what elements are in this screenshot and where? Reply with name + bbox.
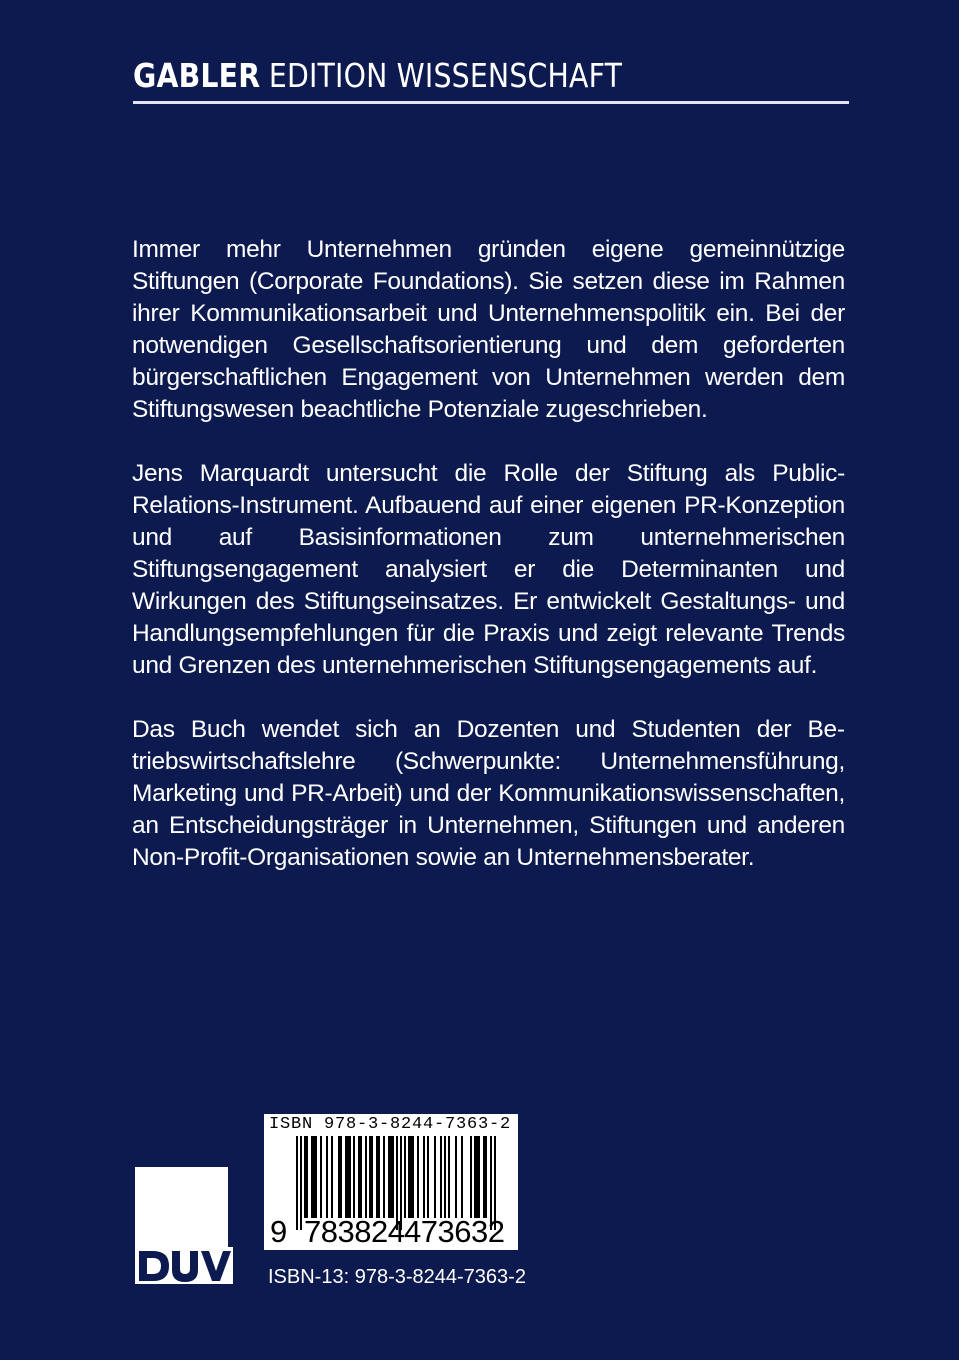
duv-logo <box>135 1167 233 1284</box>
series-title <box>133 56 622 96</box>
isbn-barcode <box>264 1114 518 1250</box>
barcode-right-digits: 473632 <box>404 1214 505 1249</box>
blurb-paragraph-3: Das Buch wendet sich an Dozenten und Studenten der Betriebswirtschaftslehre (Schwerpunkte: Unternehmensführung, Marketing und PR-Arbeit) und der Kommunikationswissenschaften, an Entscheidungsträger in Unternehmen, Stiftungen und anderen Non-Profit-Organisationen sowie an Unternehmensberater. <box>132 716 845 871</box>
barcode-isbn-label: ISBN 978-3-8244-7363-2 <box>269 1115 512 1134</box>
barcode-left-digits: 783824 <box>304 1214 405 1249</box>
back-cover-blurb <box>132 234 845 906</box>
isbn13-label: ISBN-13: 978-3-8244-7363-2 <box>268 1266 526 1288</box>
series-name: EDITION WISSENSCHAFT <box>268 56 623 95</box>
blurb-paragraph-2: Jens Marquardt untersucht die Rolle der Stiftung als Public-Relations-Instrument. Aufbauend auf einer eigenen PR-Konzeption und auf Basisinformationen zum unternehmerischen Stiftungsengagement analysiert er die Determinanten und Wirkungen des Stiftungseinsatzes. Er entwickelt Gestaltungs- und Handlungsempfehlungen für die Praxis und zeigt relevante Trends und Grenzen des unternehmerischen Stiftungsengagements auf. <box>132 460 845 679</box>
header-rule <box>133 101 849 104</box>
series-header <box>133 56 849 104</box>
duv-logo-icon <box>135 1167 233 1284</box>
barcode-lead-digit: 9 <box>270 1214 287 1249</box>
publisher-brand: GABLER <box>133 56 261 95</box>
blurb-paragraph-1: Immer mehr Unternehmen gründen eigene gemeinnützige Stiftungen (Corporate Foundations). Sie setzen diese im Rahmen ihrer Kommunikationsarbeit und Unternehmenspolitik ein. Bei der notwendigen Gesellschaftsorientierung und dem geforderten bürgerschaftlichen Engagement von Unternehmen werden dem Stiftungswesen beachtliche Potenziale zugeschrieben. <box>132 236 845 423</box>
